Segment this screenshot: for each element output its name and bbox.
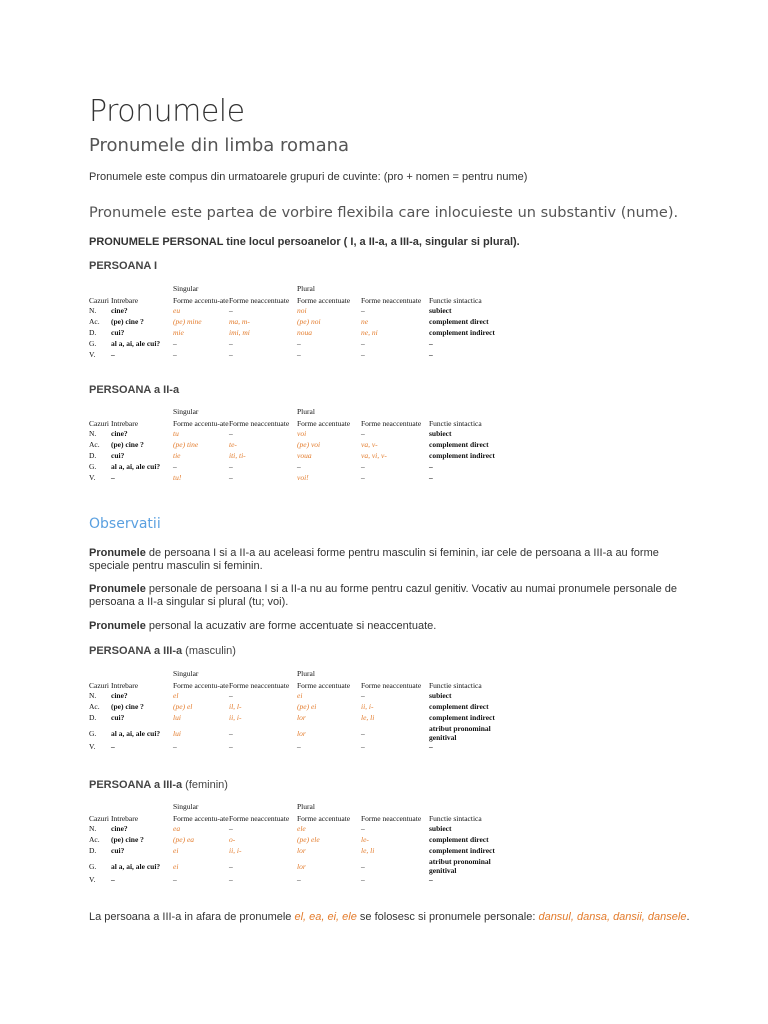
table-header-row xyxy=(89,802,519,813)
table-cell: al a, ai, ale cui? xyxy=(111,861,161,871)
header-empty-cell xyxy=(229,802,297,813)
table-cell: – xyxy=(429,742,433,751)
table-cell: complement indirect xyxy=(429,846,495,855)
table-cell: il, l- xyxy=(229,702,242,711)
header-cell: Singular xyxy=(173,407,199,416)
header-cell: Intrebare xyxy=(111,419,139,428)
table-cell: – xyxy=(229,742,233,751)
header-empty-cell xyxy=(89,284,111,295)
table-cell: D. xyxy=(89,846,97,855)
table-cell: (pe) noi xyxy=(297,317,321,326)
header-cell: Forme accentu-ate xyxy=(173,681,229,690)
table-cell: le, li xyxy=(361,713,375,722)
table-cell: – xyxy=(361,728,365,738)
table-cell: complement direct xyxy=(429,702,489,711)
table-cell: eu xyxy=(173,306,181,315)
header-cell: Cazuri xyxy=(89,296,109,305)
table-row xyxy=(89,306,519,317)
table-cell: Ac. xyxy=(89,702,100,711)
table-cell: – xyxy=(297,875,301,884)
header-empty-cell xyxy=(361,802,429,813)
table-row xyxy=(89,713,519,724)
table-cell: o- xyxy=(229,835,236,844)
table-cell: ii, i- xyxy=(361,702,374,711)
table-persoana-1 xyxy=(89,284,519,361)
table-cell: – xyxy=(173,339,177,348)
table-cell: va, v- xyxy=(361,440,378,449)
table-cell: cine? xyxy=(111,824,128,833)
table-cell: (pe) ele xyxy=(297,835,320,844)
table-cell: V. xyxy=(89,875,96,884)
table-header-row xyxy=(89,813,519,824)
table-cell: – xyxy=(361,429,365,438)
header-empty-cell xyxy=(429,407,519,418)
para-bold: Pronumele xyxy=(89,547,146,559)
header-empty-cell xyxy=(361,669,429,680)
section-heading-p1 xyxy=(89,260,157,272)
table-cell: – xyxy=(361,875,365,884)
header-cell: Forme accentuate xyxy=(297,296,351,305)
table-cell: N. xyxy=(89,306,97,315)
final-note-forms-2: dansul, dansa, dansii, dansele xyxy=(538,911,687,923)
header-cell: Forme neaccentuate xyxy=(361,681,422,690)
table-cell: imi, mi xyxy=(229,328,250,337)
final-note-middle: se folosesc si pronumele personale: xyxy=(356,911,539,923)
final-note-end: . xyxy=(686,911,690,923)
table-cell: lor xyxy=(297,846,306,855)
table-cell: (pe) cine ? xyxy=(111,835,144,844)
table-row xyxy=(89,835,519,846)
table-cell: subiect xyxy=(429,429,452,438)
table-cell: tu! xyxy=(173,473,182,482)
table-cell: cine? xyxy=(111,691,128,700)
table-cell: complement indirect xyxy=(429,713,495,722)
final-note-prefix: La persoana a III-a in afara de pronumele xyxy=(89,911,295,923)
table-header-row xyxy=(89,680,519,691)
table-cell: (pe) ei xyxy=(297,702,317,711)
table-cell: lor xyxy=(297,728,306,738)
table-cell: – xyxy=(361,306,365,315)
page-subtitle: Pronumele din limba romana xyxy=(89,135,350,156)
header-empty-cell xyxy=(229,284,297,295)
header-cell: Forme neaccentuate xyxy=(229,296,290,305)
table-cell: atribut pronominal genitival xyxy=(429,857,491,875)
table-cell: – xyxy=(361,861,365,871)
header-cell: Forme accentuate xyxy=(297,419,351,428)
table-cell: (pe) el xyxy=(173,702,193,711)
table-cell: – xyxy=(229,473,233,482)
header-cell: Intrebare xyxy=(111,814,139,823)
table-cell: G. xyxy=(89,728,97,738)
table-cell: atribut pronominal genitival xyxy=(429,724,491,742)
table-cell: tu xyxy=(173,429,179,438)
header-cell: Plural xyxy=(297,669,315,678)
table-cell: el xyxy=(173,691,179,700)
section-label: PERSOANA a II-a xyxy=(89,384,180,396)
table-cell: complement indirect xyxy=(429,451,495,460)
table-cell: (pe) ea xyxy=(173,835,195,844)
table-row xyxy=(89,724,519,742)
header-cell: Functie sintactica xyxy=(429,681,482,690)
header-cell: Forme neaccentuate xyxy=(229,814,290,823)
table-cell: D. xyxy=(89,713,97,722)
table-cell: lor xyxy=(297,861,306,871)
table-cell: – xyxy=(173,742,177,751)
header-empty-cell xyxy=(429,284,519,295)
header-cell: Forme accentu-ate xyxy=(173,814,229,823)
table-header-row xyxy=(89,295,519,306)
table-cell: – xyxy=(229,462,233,471)
section-heading-p3f xyxy=(89,779,228,791)
table-cell: ii, i- xyxy=(229,713,242,722)
table-cell: G. xyxy=(89,339,97,348)
final-note-forms-1: el, ea, ei, ele xyxy=(294,911,357,923)
table-cell: – xyxy=(361,462,365,471)
table-cell: lui xyxy=(173,728,181,738)
header-empty-cell xyxy=(89,407,111,418)
table-cell: G. xyxy=(89,861,97,871)
header-empty-cell xyxy=(89,802,111,813)
header-cell: Singular xyxy=(173,284,199,293)
table-cell: ma, m- xyxy=(229,317,250,326)
table-cell: – xyxy=(229,306,233,315)
header-cell: Singular xyxy=(173,669,199,678)
table-row xyxy=(89,451,519,462)
table-cell: – xyxy=(361,339,365,348)
table-cell: – xyxy=(173,350,177,359)
header-cell: Forme accentu-ate xyxy=(173,419,229,428)
table-cell: complement direct xyxy=(429,317,489,326)
header-cell: Forme neaccentuate xyxy=(229,419,290,428)
section-label: PERSOANA I xyxy=(89,260,158,272)
table-cell: subiect xyxy=(429,824,452,833)
para-text: personal la acuzativ are forme accentuate si neaccentuate. xyxy=(145,620,437,632)
header-empty-cell xyxy=(111,802,173,813)
table-cell: al a, ai, ale cui? xyxy=(111,339,161,348)
table-cell: al a, ai, ale cui? xyxy=(111,728,161,738)
table-cell: – xyxy=(361,350,365,359)
table-cell: va, vi, v- xyxy=(361,451,387,460)
table-cell: (pe) mine xyxy=(173,317,202,326)
header-cell: Intrebare xyxy=(111,681,139,690)
table-cell: – xyxy=(229,861,233,871)
table-row xyxy=(89,742,519,753)
table-cell: ei xyxy=(173,846,179,855)
table-cell: N. xyxy=(89,691,97,700)
table-cell: V. xyxy=(89,473,96,482)
table-cell: – xyxy=(111,350,115,359)
table-cell: N. xyxy=(89,429,97,438)
header-cell: Forme neaccentuate xyxy=(361,296,422,305)
para-bold: Pronumele xyxy=(89,583,146,595)
table-cell: cui? xyxy=(111,713,125,722)
page-title: Pronumele xyxy=(89,94,245,129)
header-cell: Cazuri xyxy=(89,681,109,690)
table-cell: ei xyxy=(297,691,303,700)
table-cell: V. xyxy=(89,350,96,359)
table-row xyxy=(89,328,519,339)
table-cell: D. xyxy=(89,451,97,460)
table-cell: voi xyxy=(297,429,307,438)
table-cell: – xyxy=(229,728,233,738)
observation-paragraph-2 xyxy=(89,583,679,609)
table-cell: ne xyxy=(361,317,369,326)
table-cell: – xyxy=(429,339,433,348)
para-text: personale de persoana I si a II-a nu au forme pentru cazul genitiv. Vocativ au numai pronumele personale de persoana a II-a singular si plural (tu; voi). xyxy=(89,583,678,608)
personal-pronoun-line: PRONUMELE PERSONAL tine locul persoanelor ( I, a II-a, a III-a, singular si plural). xyxy=(89,236,520,248)
table-cell: complement direct xyxy=(429,440,489,449)
header-empty-cell xyxy=(111,284,173,295)
table-cell: – xyxy=(173,875,177,884)
table-cell: iti, ti- xyxy=(229,451,246,460)
section-suffix: (feminin) xyxy=(182,779,228,791)
table-cell: voi! xyxy=(297,473,309,482)
table-cell: – xyxy=(297,350,301,359)
table-cell: D. xyxy=(89,328,97,337)
header-cell: Plural xyxy=(297,802,315,811)
table-header-row xyxy=(89,407,519,418)
table-cell: lui xyxy=(173,713,181,722)
table-cell: – xyxy=(429,875,433,884)
final-note xyxy=(89,911,690,923)
header-cell: Plural xyxy=(297,284,315,293)
table-cell: Ac. xyxy=(89,835,100,844)
table-cell: cui? xyxy=(111,451,125,460)
table-cell: mie xyxy=(173,328,184,337)
header-empty-cell xyxy=(361,284,429,295)
table-cell: ei xyxy=(173,861,179,871)
section-heading-p3m xyxy=(89,645,236,657)
table-cell: cui? xyxy=(111,846,125,855)
table-cell: G. xyxy=(89,462,97,471)
table-cell: – xyxy=(111,875,115,884)
table-cell: complement indirect xyxy=(429,328,495,337)
table-cell: (pe) voi xyxy=(297,440,321,449)
table-row xyxy=(89,339,519,350)
header-cell: Forme accentuate xyxy=(297,681,351,690)
section-label: PERSOANA a III-a xyxy=(89,645,183,657)
table-cell: le- xyxy=(361,835,369,844)
header-empty-cell xyxy=(89,669,111,680)
table-row xyxy=(89,857,519,875)
table-cell: – xyxy=(229,350,233,359)
table-header-row xyxy=(89,418,519,429)
table-cell: – xyxy=(361,742,365,751)
table-cell: ne, ni xyxy=(361,328,378,337)
table-cell: – xyxy=(361,824,365,833)
table-cell: noi xyxy=(297,306,307,315)
table-cell: – xyxy=(111,473,115,482)
table-row xyxy=(89,317,519,328)
table-cell: ele xyxy=(297,824,306,833)
table-cell: – xyxy=(111,742,115,751)
intro-text: Pronumele este compus din urmatoarele grupuri de cuvinte: (pro + nomen = pentru nume) xyxy=(89,171,528,183)
table-cell: cine? xyxy=(111,429,128,438)
table-cell: ea xyxy=(173,824,181,833)
header-cell: Forme neaccentuate xyxy=(361,419,422,428)
table-row xyxy=(89,824,519,835)
section-heading-p2 xyxy=(89,384,179,396)
table-cell: – xyxy=(429,350,433,359)
table-cell: – xyxy=(229,875,233,884)
para-text: de persoana I si a II-a au aceleasi forme pentru masculin si feminin, iar cele de persoana a III-a au forme speciale pentru masculin si feminin. xyxy=(89,547,659,572)
table-cell: (pe) cine ? xyxy=(111,317,144,326)
table-cell: – xyxy=(361,691,365,700)
table-persoana-3-feminin xyxy=(89,802,519,886)
section-suffix: (masculin) xyxy=(182,645,236,657)
header-cell: Cazuri xyxy=(89,814,109,823)
table-cell: – xyxy=(429,473,433,482)
table-cell: – xyxy=(173,462,177,471)
table-row xyxy=(89,875,519,886)
header-empty-cell xyxy=(229,407,297,418)
header-cell: Functie sintactica xyxy=(429,419,482,428)
table-row xyxy=(89,429,519,440)
header-cell: Forme accentuate xyxy=(297,814,351,823)
header-cell: Intrebare xyxy=(111,296,139,305)
table-cell: N. xyxy=(89,824,97,833)
table-row xyxy=(89,462,519,473)
table-cell: Ac. xyxy=(89,317,100,326)
table-persoana-2 xyxy=(89,407,519,484)
header-cell: Plural xyxy=(297,407,315,416)
table-cell: subiect xyxy=(429,306,452,315)
table-row xyxy=(89,473,519,484)
table-cell: te- xyxy=(229,440,237,449)
table-row xyxy=(89,702,519,713)
table-cell: – xyxy=(229,824,233,833)
table-cell: noua xyxy=(297,328,312,337)
table-cell: – xyxy=(297,742,301,751)
observation-paragraph-3 xyxy=(89,620,679,633)
table-header-row xyxy=(89,669,519,680)
observatii-heading: Observatii xyxy=(89,516,161,532)
table-cell: cine? xyxy=(111,306,128,315)
definition-heading: Pronumele este partea de vorbire flexibila care inlocuieste un substantiv (nume). xyxy=(89,205,679,221)
header-empty-cell xyxy=(361,407,429,418)
table-cell: (pe) cine ? xyxy=(111,702,144,711)
table-row xyxy=(89,440,519,451)
table-cell: – xyxy=(229,691,233,700)
table-cell: (pe) tine xyxy=(173,440,199,449)
table-row xyxy=(89,350,519,361)
header-cell: Functie sintactica xyxy=(429,814,482,823)
header-empty-cell xyxy=(429,669,519,680)
header-cell: Forme accentu-ate xyxy=(173,296,229,305)
table-cell: cui? xyxy=(111,328,125,337)
table-cell: (pe) cine ? xyxy=(111,440,144,449)
table-row xyxy=(89,846,519,857)
header-cell: Functie sintactica xyxy=(429,296,482,305)
header-cell: Cazuri xyxy=(89,419,109,428)
table-cell: complement direct xyxy=(429,835,489,844)
header-empty-cell xyxy=(229,669,297,680)
header-empty-cell xyxy=(429,802,519,813)
table-cell: – xyxy=(229,429,233,438)
table-cell: – xyxy=(297,462,301,471)
table-cell: voua xyxy=(297,451,312,460)
table-cell: – xyxy=(429,462,433,471)
table-cell: al a, ai, ale cui? xyxy=(111,462,161,471)
table-cell: – xyxy=(361,473,365,482)
table-row xyxy=(89,691,519,702)
header-cell: Singular xyxy=(173,802,199,811)
table-persoana-3-masculin xyxy=(89,669,519,753)
table-cell: lor xyxy=(297,713,306,722)
table-cell: Ac. xyxy=(89,440,100,449)
table-header-row xyxy=(89,284,519,295)
header-empty-cell xyxy=(111,669,173,680)
table-cell: subiect xyxy=(429,691,452,700)
section-label: PERSOANA a III-a xyxy=(89,779,183,791)
header-cell: Forme neaccentuate xyxy=(229,681,290,690)
header-cell: Forme neaccentuate xyxy=(361,814,422,823)
table-cell: tie xyxy=(173,451,181,460)
table-cell: ii, i- xyxy=(229,846,242,855)
header-empty-cell xyxy=(111,407,173,418)
table-cell: le, li xyxy=(361,846,375,855)
observation-paragraph-1 xyxy=(89,547,679,573)
table-cell: – xyxy=(229,339,233,348)
table-cell: – xyxy=(297,339,301,348)
table-cell: V. xyxy=(89,742,96,751)
para-bold: Pronumele xyxy=(89,620,146,632)
